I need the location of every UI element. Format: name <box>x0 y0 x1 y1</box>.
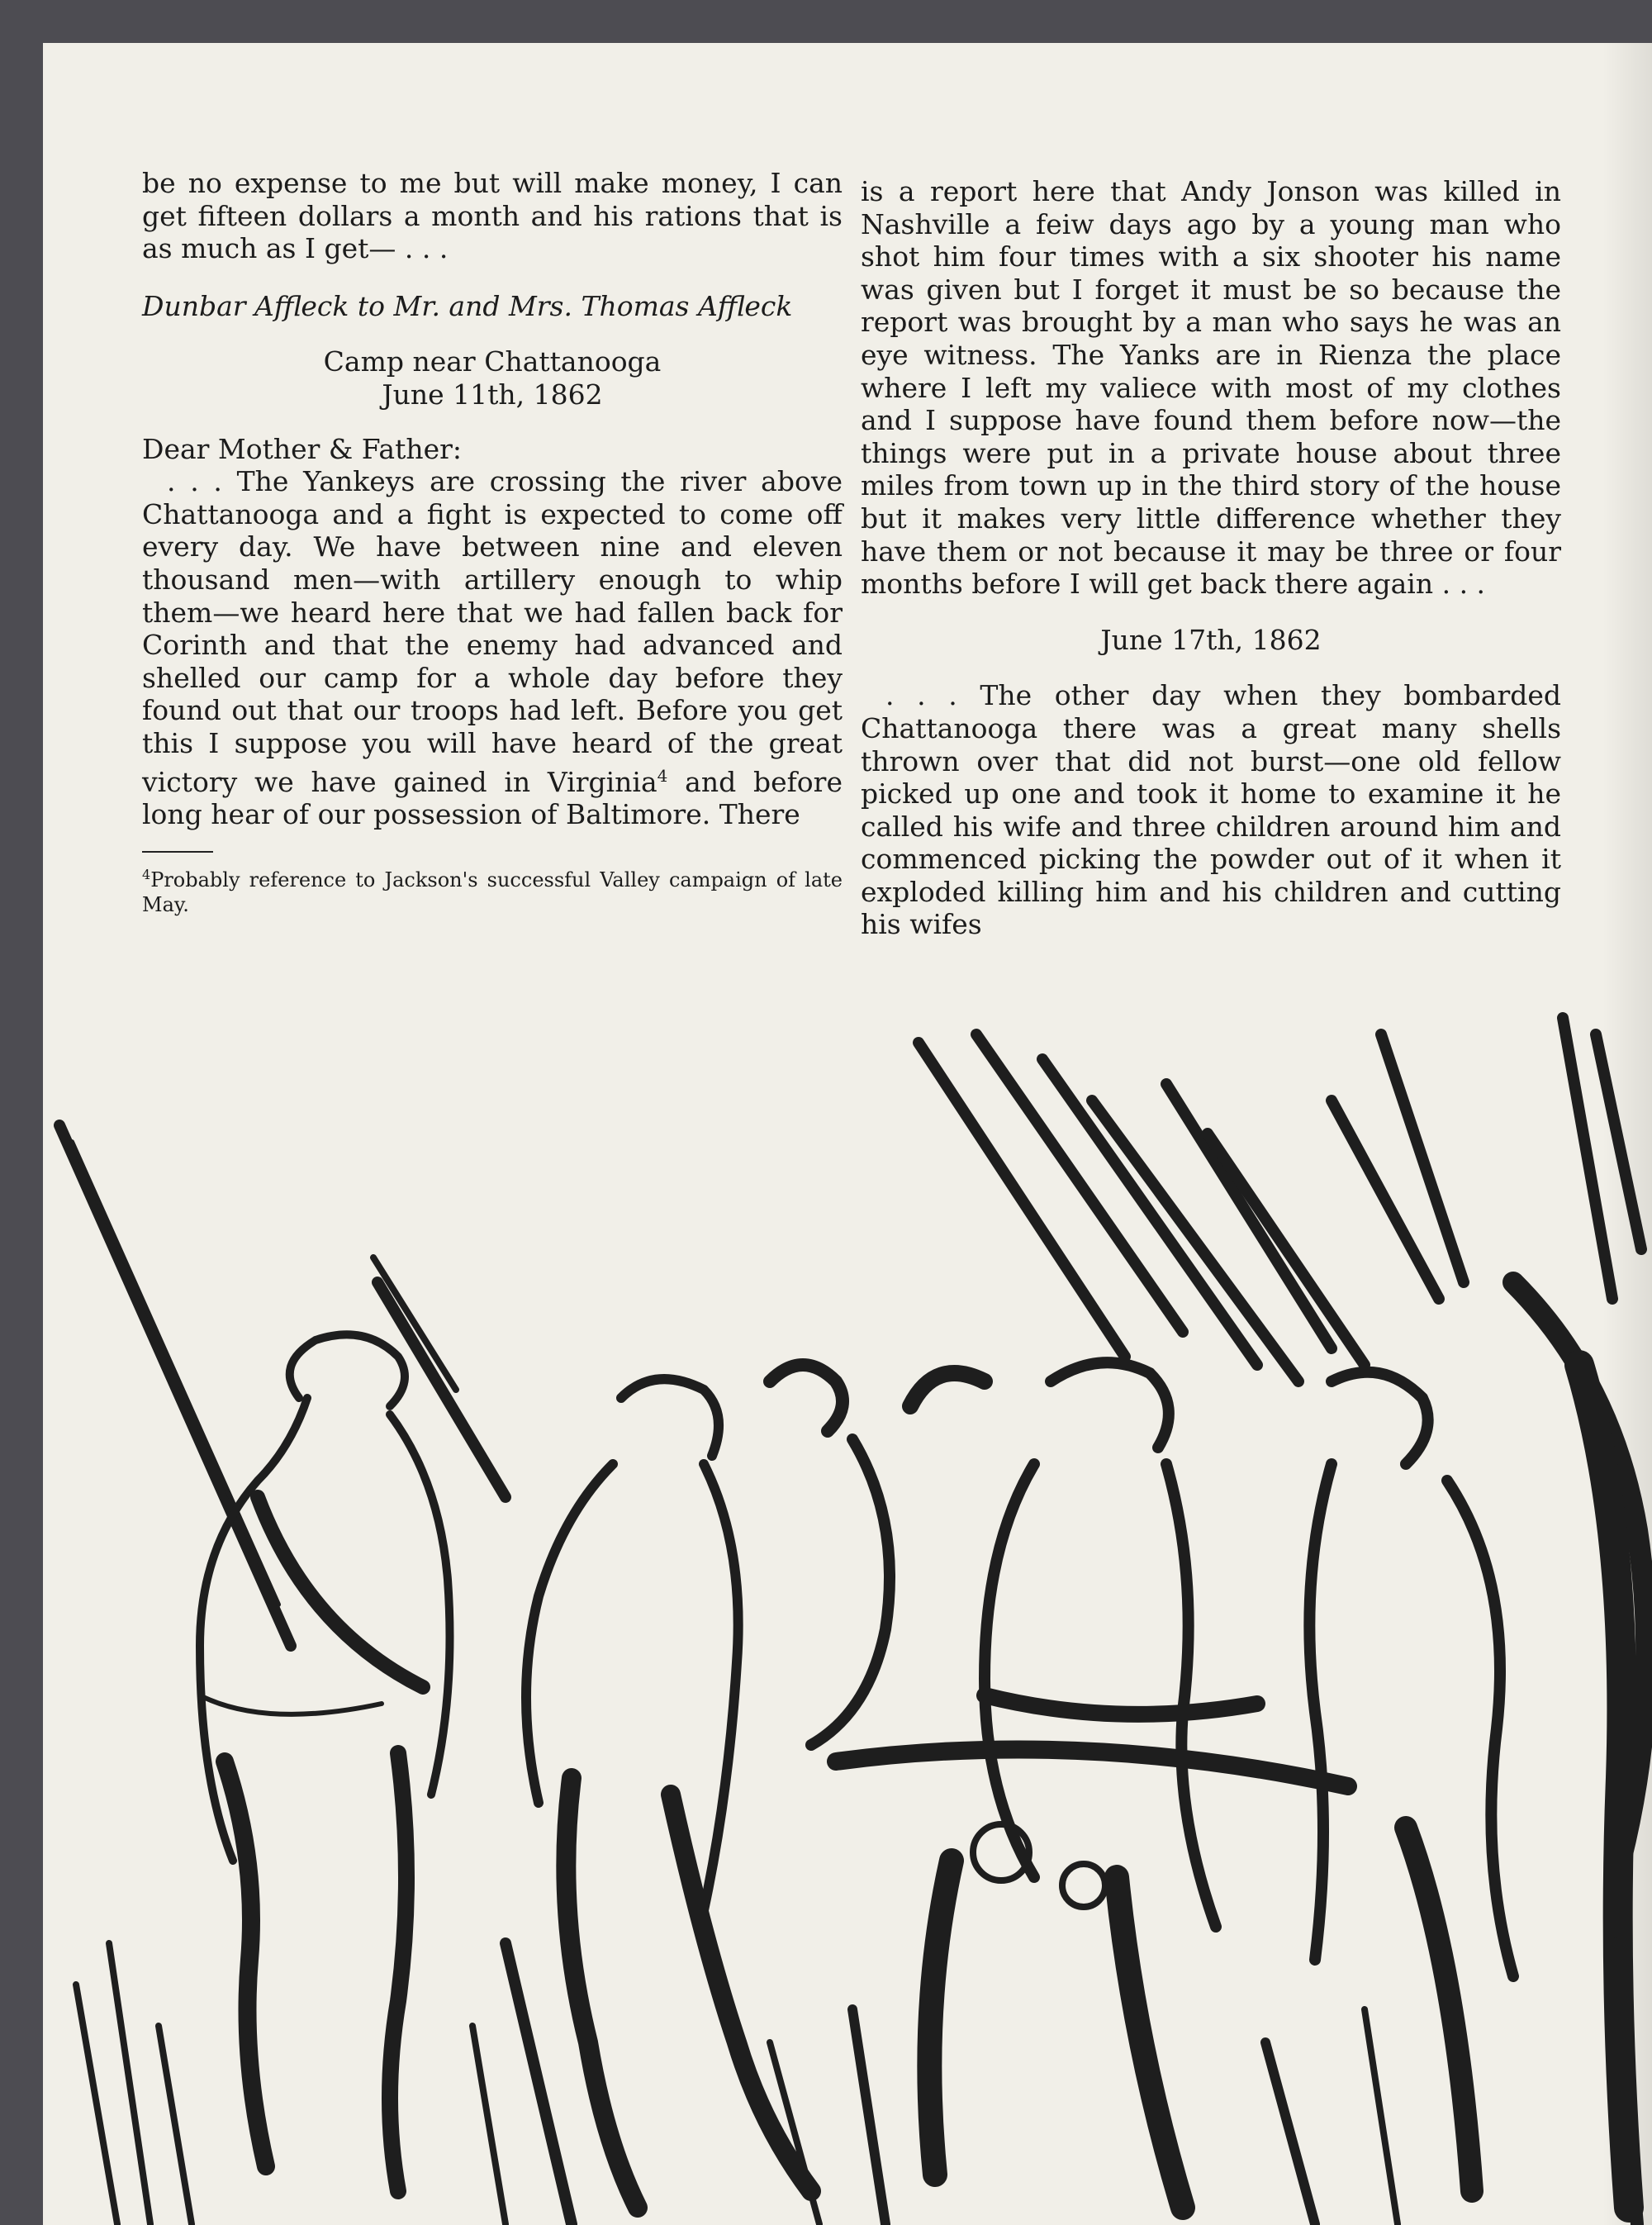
soldiers-ink-illustration <box>43 43 1652 2225</box>
continued-paragraph: be no expense to me but will make money, I can get fifteen dollars a month and his rations that is as much as I get— . . . <box>142 167 843 265</box>
continued-paragraph-right: is a report here that Andy Jonson was killed in Nashville a feiw days ago by a young man who shot him four times with a six shooter his name was given but I forget it must be so because the report was brought by a man who says he was an eye witness. The Yanks are in Rienza the place where I left my valiece with most of my clothes and I suppose have found them before now—the things were put in a private house about three miles from town up in the third story of the house but it makes very little difference whether they have them or not because it may be three or four months before I will get back there again . . . <box>861 175 1561 601</box>
grass-strokes <box>76 1943 1637 2224</box>
letter-byline: Dunbar Affleck to Mr. and Mrs. Thomas Affleck <box>142 289 793 322</box>
soldier-left <box>200 1334 450 2191</box>
letter-salutation: Dear Mother & Father: <box>142 432 463 465</box>
letter-body-end: and before long hear of our possession of Baltimore. There <box>142 765 843 831</box>
footnote-text: Probably reference to Jackson's successful Valley campaign of late May. <box>142 868 843 916</box>
letter-date-2: June 17th, 1862 <box>1100 623 1322 656</box>
letter-body-2: . . . The other day when they bombarded Chattanooga there was a great many shells thrown over that did not burst—one old fellow picked up one and took it home to examine it he called his wife and three children around him and commenced picking the powder out of it when it exploded killing him and his children and cutting his wifes <box>861 679 1561 941</box>
document-page <box>43 43 1652 2225</box>
letter-body-text: . . . The Yankeys are crossing the river above Chattanooga and a fight is expected to come off every day. We have between nine and eleven thousand men—with artillery enough to whip them—we heard here that we had fallen back for Corinth and that the enemy had advanced and shelled our camp for a whole day before they found out that our troops had left. Before you get this I suppose you will have heard of the great victory we have gained in Virginia <box>142 465 843 798</box>
rifles <box>59 1018 1641 1646</box>
footnote-number: 4 <box>142 866 151 882</box>
letter-date: June 11th, 1862 <box>382 378 603 411</box>
letter-place: Camp near Chattanooga <box>323 345 662 378</box>
soldier-second <box>526 1365 985 2208</box>
soldier-group-right <box>836 1282 1646 2208</box>
footnote-marker: 4 <box>657 765 668 786</box>
